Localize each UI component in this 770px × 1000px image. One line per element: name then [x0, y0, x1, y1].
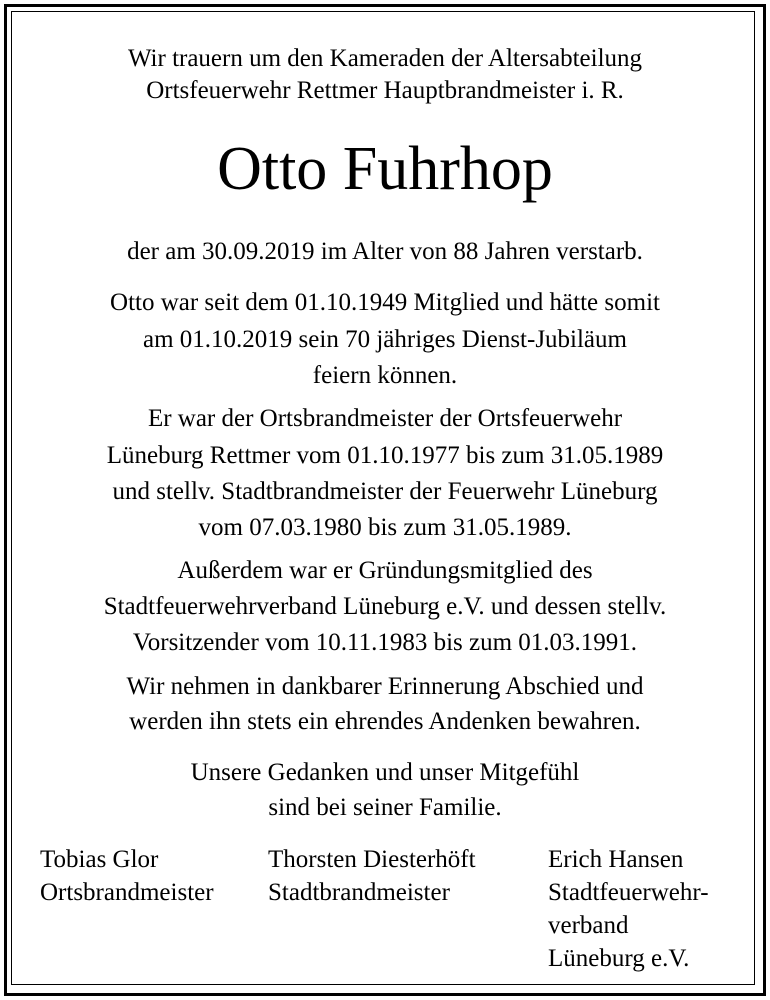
career-line-1: Er war der Ortsbrandmeister der Ortsfeuerwehr	[147, 405, 623, 432]
death-notice: der am 30.09.2019 im Alter von 88 Jahren verstarb.	[127, 238, 643, 265]
career-line-2: Lüneburg Rettmer vom 01.10.1977 bis zum 31.05.1989	[106, 442, 664, 469]
condolence-line-2: sind bei seiner Familie.	[268, 794, 502, 821]
founding-line-2: Stadtfeuerwehrverband Lüneburg e.V. und dessen stellv.	[103, 593, 667, 620]
founding-line-3: Vorsitzender vom 10.11.1983 bis zum 01.03.1991.	[132, 629, 638, 656]
intro-line-1: Wir trauern um den Kameraden der Altersabteilung	[127, 45, 643, 72]
career-line-4: vom 07.03.1980 bis zum 31.05.1989.	[198, 514, 572, 541]
signatory-3-title-line-1: Stadtfeuerwehr-	[548, 879, 709, 906]
signatory-3-name: Erich Hansen	[548, 846, 684, 873]
career-line-3: und stellv. Stadtbrandmeister der Feuerwehr Lüneburg	[112, 478, 658, 505]
signatory-2-name: Thorsten Diesterhöft	[268, 846, 476, 873]
intro-line-2: Ortsfeuerwehr Rettmer Hauptbrandmeister i. R.	[146, 77, 624, 104]
membership-line-1: Otto war seit dem 01.10.1949 Mitglied und hätte somit	[110, 289, 660, 316]
signatory-3-title-line-2: verband	[548, 912, 629, 939]
farewell-line-2: werden ihn stets ein ehrendes Andenken bewahren.	[129, 708, 641, 735]
deceased-name: Otto Fuhrhop	[217, 135, 553, 203]
signatory-1-title: Ortsbrandmeister	[40, 879, 214, 906]
signatory-1-name: Tobias Glor	[40, 846, 159, 873]
founding-line-1: Außerdem war er Gründungsmitglied des	[177, 557, 593, 584]
condolence-line-1: Unsere Gedanken und unser Mitgefühl	[190, 759, 580, 786]
farewell-line-1: Wir nehmen in dankbarer Erinnerung Abschied und	[126, 673, 644, 700]
signatory-3-title-line-3: Lüneburg e.V.	[548, 945, 690, 972]
membership-line-3: feiern können.	[312, 362, 458, 389]
membership-line-2: am 01.10.2019 sein 70 jähriges Dienst-Jubiläum	[143, 326, 627, 353]
signatory-2-title: Stadtbrandmeister	[268, 879, 450, 906]
